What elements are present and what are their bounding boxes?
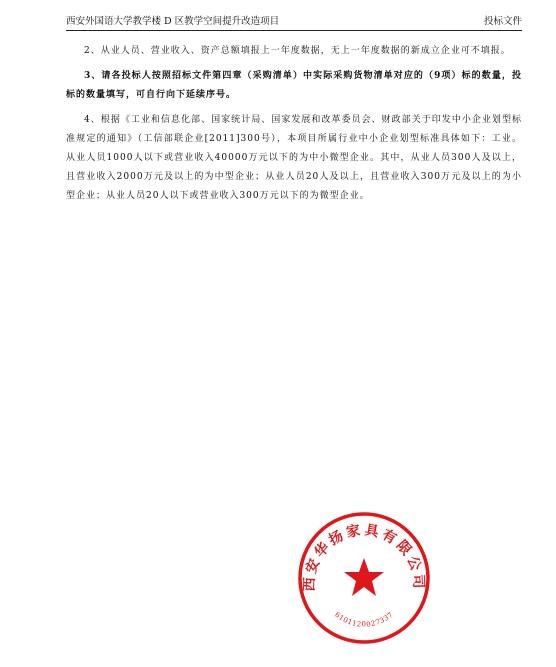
page-header xyxy=(66,14,522,31)
star-icon xyxy=(344,558,384,596)
seal-org-name: 西安华扬家具有限公司 xyxy=(301,522,427,592)
note-paragraph-2: 2、从业人员、营业收入、资产总额填报上一年度数据，无上一年度数据的新成立企业可不填报。 xyxy=(84,46,511,56)
seal-serial-number: 6101120027337 xyxy=(333,610,395,629)
document-body xyxy=(66,42,522,212)
project-title: 西安外国语大学教学楼 D 区教学空间提升改造项目 xyxy=(66,16,280,27)
note-paragraph-3: 3、请各投标人按照招标文件第四章（采购清单）中实际采购货物清单对应的（9项）标的数量，投标的数量填写，可自行向下延续序号。 xyxy=(66,71,522,100)
note-paragraph-4: 4、根据《工业和信息化部、国家统计局、国家发展和改革委员会、财政部关于印发中小企业划型标准规定的通知》（工信部联企业[2011]300号），本项目所属行业中小企业划型标准具体如下：工业。从业人员1000人以下或营业收入40000万元以下的为中小微型企业。其中，从业人员300人及以上，且营业收入2000万元及以上的为中型企业；从业人员20人及以上，且营业收入300万元及以上的为小型企业；从业人员20人以下或营业收入300万元以下的为微型企业。 xyxy=(66,115,522,201)
company-seal xyxy=(294,508,434,648)
document-type: 投标文件 xyxy=(483,16,522,27)
